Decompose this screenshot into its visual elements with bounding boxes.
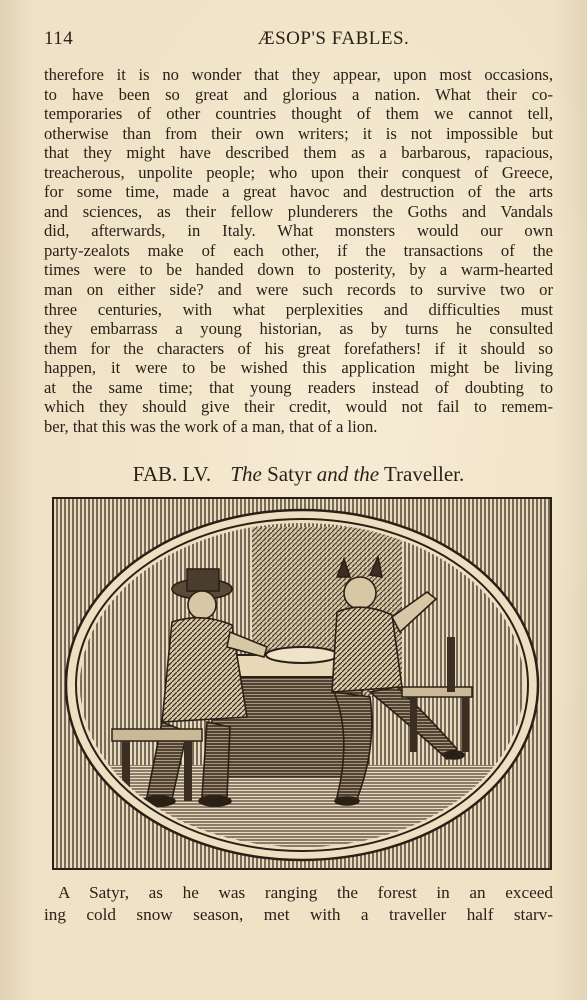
fable-text (44, 882, 553, 926)
body-text (44, 65, 553, 436)
fable-number: FAB. LV. (132, 462, 212, 486)
fable-title-and-the: and the (316, 462, 380, 486)
text-line: they embarrass a young historian, as by turns he consulted (44, 319, 553, 339)
text-line: which they should give their credit, would not fail to remem- (44, 397, 553, 417)
woodcut-bench (112, 729, 202, 741)
text-line: happen, it were to be wished this application might be living (44, 358, 553, 378)
text-line: therefore it is no wonder that they appear, upon most occasions, (44, 65, 553, 84)
text-line: ber, that this was the work of a man, that of a lion. (44, 416, 378, 436)
fable-title-traveller: Traveller. (383, 462, 465, 486)
fable-heading (44, 462, 553, 487)
text-line: A Satyr, as he was ranging the forest in an exceed (58, 883, 553, 902)
text-line: otherwise than from their own writers; it is not impossible but (44, 123, 553, 143)
text-line: times were to be handed down to posterity, by a warm-hearted (44, 260, 553, 280)
text-line: at the same time; that young readers instead of doubting to (44, 377, 553, 397)
fable-title-the: The (230, 462, 262, 486)
text-line: temporaries of other countries thought of them we cannot tell, (44, 104, 553, 124)
text-line: them for the characters of his great forefathers! if it should so (44, 338, 553, 358)
page-number: 114 (44, 28, 74, 49)
text-line: three centuries, with what perplexities and difficulties must (44, 299, 553, 319)
woodcut-chair (402, 687, 472, 697)
running-title: ÆSOP'S FABLES. (257, 28, 410, 49)
text-line: and sciences, as their fellow plunderers the Goths and Vandals (44, 201, 553, 221)
text-line: for some time, made a great havoc and destruction of the arts (44, 182, 553, 202)
woodcut-illustration (52, 497, 552, 870)
text-line: man on either side? and were such records to survive two or (44, 280, 553, 300)
text-line: ing cold snow season, met with a traveller half starv- (44, 905, 553, 924)
text-line: party-zealots make of each other, if the transactions of the (44, 240, 553, 260)
running-head (44, 28, 553, 52)
woodcut-bowl (266, 647, 338, 663)
text-line: treacherous, unpolite people; who upon their conquest of Greece, (44, 162, 553, 182)
text-line: that they might have described them as a barbarous, rapacious, (44, 143, 553, 163)
text-line: did, afterwards, in Italy. What monsters would our own (44, 221, 553, 241)
text-line: to have been so great and glorious a nation. What their co- (44, 84, 553, 104)
fable-title-satyr: Satyr (267, 462, 312, 486)
